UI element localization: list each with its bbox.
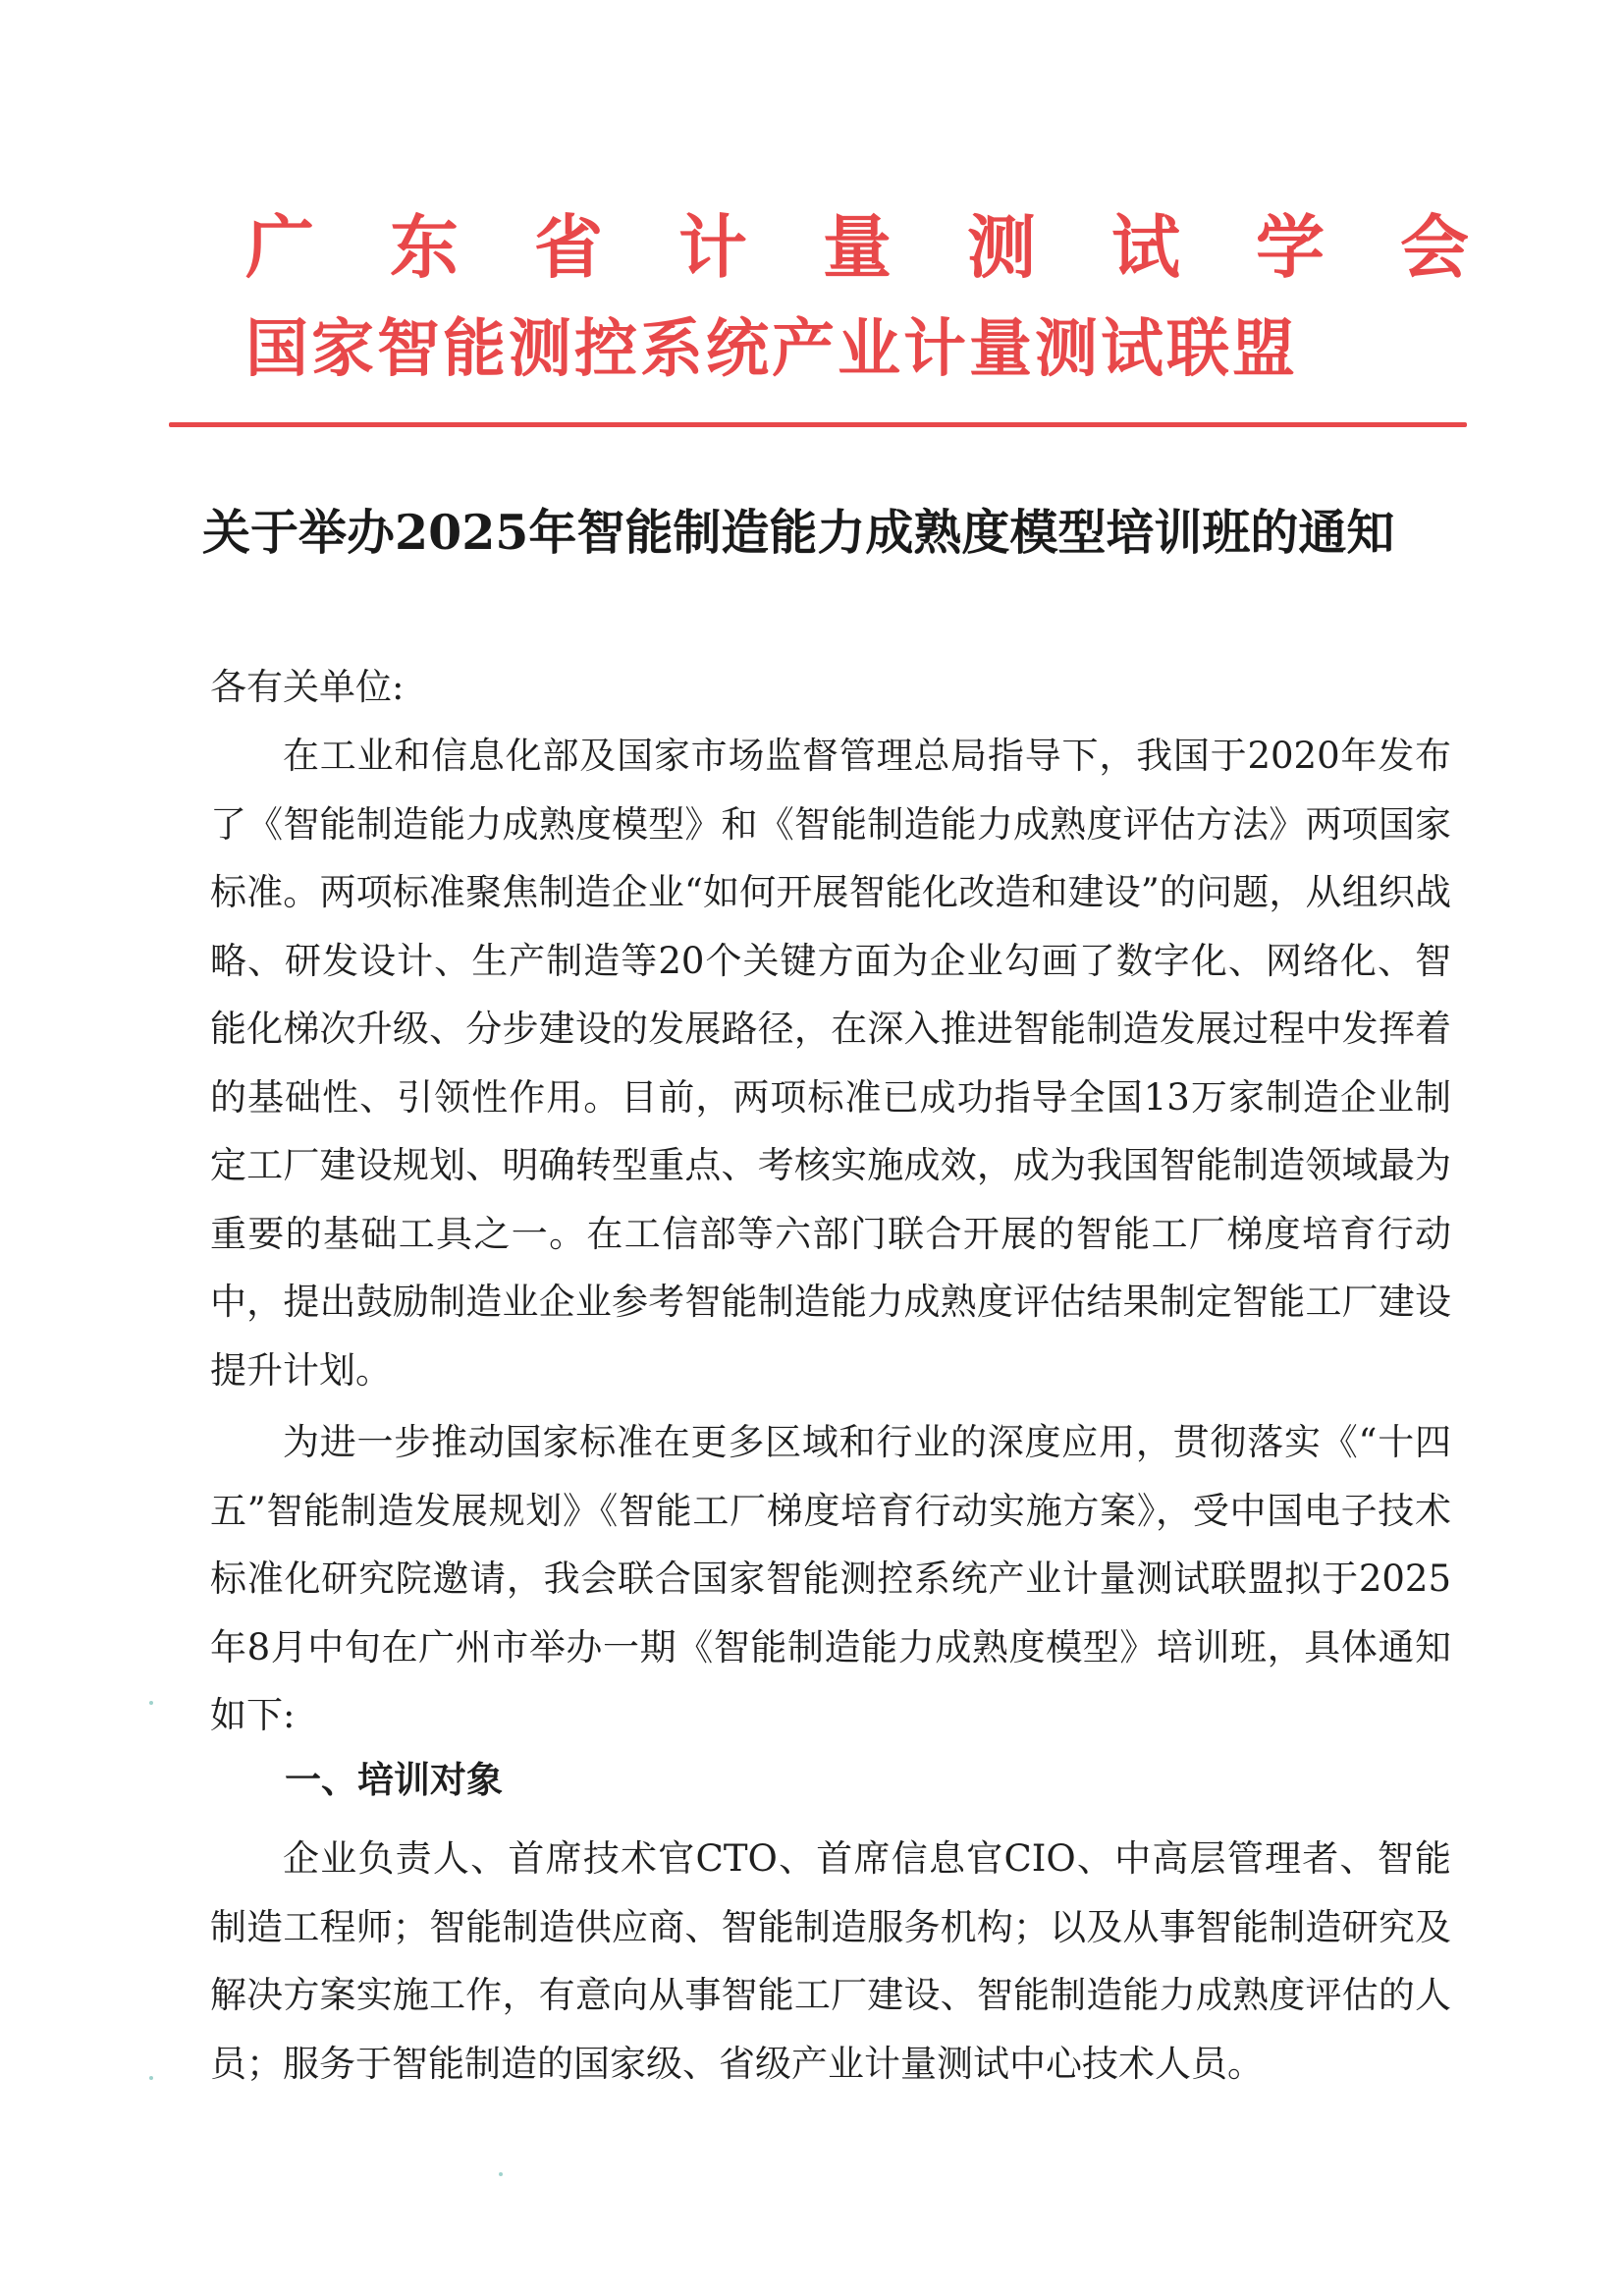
letterhead-org-name-1: 广东省计量测试学会 (245, 207, 1544, 288)
letterhead-divider (169, 422, 1467, 427)
scan-speck (149, 1701, 153, 1705)
letterhead-org-name-2: 国家智能测控系统产业计量测试联盟 (245, 313, 1298, 386)
section-heading-training-targets: 一、培训对象 (285, 1759, 503, 1801)
salutation: 各有关单位: (210, 666, 405, 708)
document-title: 关于举办2025年智能制造能力成熟度模型培训班的通知 (202, 504, 1395, 561)
paragraph-purpose: 为进一步推动国家标准在更多区域和行业的深度应用，贯彻落实《“十四五”智能制造发展规划》《智能工厂梯度培育行动实施方案》，受中国电子技术标准化研究院邀请，我会联合国家智能测控系统产业计量测试联盟拟于2025年8月中旬在广州市举办一期《智能制造能力成熟度模型》培训班，具体通知如下: (210, 1421, 1451, 1736)
scan-speck (499, 2172, 503, 2176)
scan-speck (149, 2076, 153, 2080)
paragraph-training-targets: 企业负责人、首席技术官CTO、首席信息官CIO、中高层管理者、智能制造工程师；智能制造供应商、智能制造服务机构；以及从事智能制造研究及解决方案实施工作，有意向从事智能工厂建设、智能制造能力成熟度评估的人员；服务于智能制造的国家级、省级产业计量测试中心技术人员。 (210, 1837, 1451, 2085)
paragraph-background: 在工业和信息化部及国家市场监督管理总局指导下，我国于2020年发布了《智能制造能力成熟度模型》和《智能制造能力成熟度评估方法》两项国家标准。两项标准聚焦制造企业“如何开展智能化改造和建设”的问题，从组织战略、研发设计、生产制造等20个关键方面为企业勾画了数字化、网络化、智能化梯次升级、分步建设的发展路径，在深入推进智能制造发展过程中发挥着的基础性、引领性作用。目前，两项标准已成功指导全国13万家制造企业制定工厂建设规划、明确转型重点、考核实施成效，成为我国智能制造领域最为重要的基础工具之一。在工信部等六部门联合开展的智能工厂梯度培育行动中，提出鼓励制造业企业参考智能制造能力成熟度评估结果制定智能工厂建设提升计划。 (210, 735, 1451, 1392)
